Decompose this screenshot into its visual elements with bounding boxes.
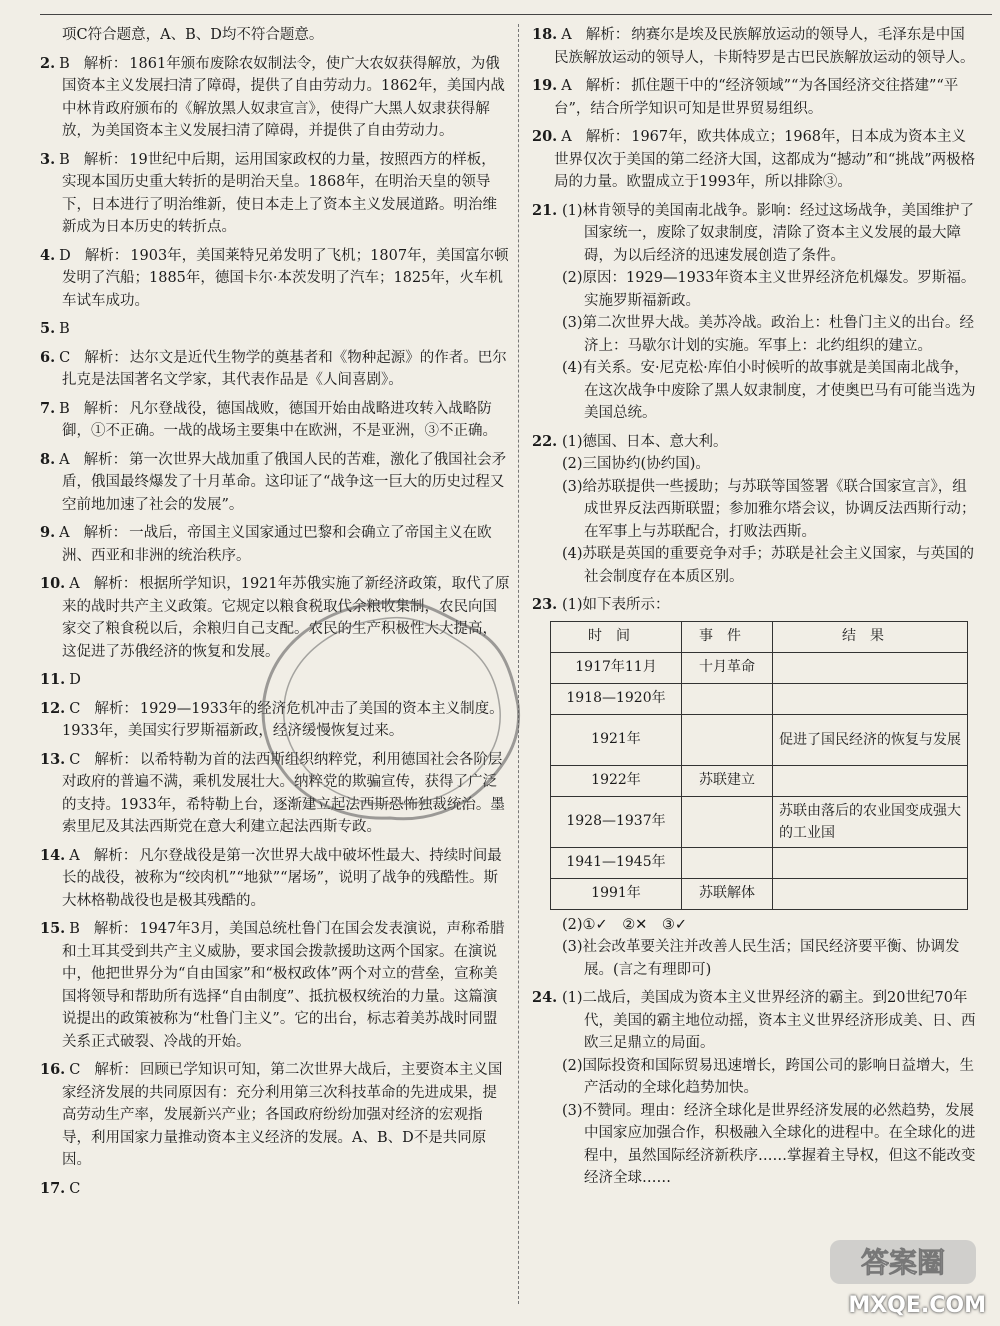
answer-table bbox=[550, 621, 968, 910]
question-number: 24. bbox=[532, 989, 558, 1006]
table-cell-time: 1941—1945年 bbox=[551, 847, 682, 878]
question-number: 9. bbox=[40, 524, 56, 541]
answer-letter: A bbox=[59, 451, 70, 468]
table-cell-time: 1918—1920年 bbox=[551, 683, 682, 714]
sub-answer: (1)德国、日本、意大利。 bbox=[562, 433, 728, 450]
question-24 bbox=[532, 987, 978, 1190]
question-number: 14. bbox=[40, 846, 66, 864]
table-cell-event bbox=[682, 847, 773, 878]
question-number: 2. bbox=[40, 54, 56, 72]
question-item bbox=[40, 53, 510, 143]
analysis-label: 解析： bbox=[83, 151, 128, 168]
question-item bbox=[40, 1178, 510, 1201]
analysis-label: 解析： bbox=[94, 751, 138, 768]
sub-answer: (3)给苏联提供一些援助；与苏联等国签署《联合国家宣言》，组成世界反法西斯联盟；参加雅尔塔会议，协调反法西斯行动；在军事上与苏联配合，打败法西斯。 bbox=[562, 478, 976, 540]
table-cell-result bbox=[773, 652, 968, 683]
table-cell-time: 1917年11月 bbox=[551, 652, 682, 683]
table-cell-time: 1991年 bbox=[551, 878, 682, 909]
question-number: 5. bbox=[40, 320, 56, 337]
sub-answer: (1)林肯领导的美国南北战争。影响：经过这场战争，美国维护了国家统一，废除了奴隶制度，清除了资本主义发展的最大障碍，为以后经济的迅速发展创造了条件。 bbox=[562, 202, 975, 264]
question-item bbox=[532, 75, 978, 120]
question-item bbox=[40, 318, 510, 341]
question-item bbox=[40, 573, 510, 663]
question-number: 17. bbox=[40, 1179, 66, 1197]
question-number: 12. bbox=[40, 699, 66, 717]
question-number: 18. bbox=[532, 26, 558, 43]
analysis-text: 1967年，欧共体成立；1968年，日本成为资本主义世界仅次于美国的第二经济大国，这都成为“撼动”和“挑战”两极格局的力量。欧盟成立于1993年，所以排除③。 bbox=[554, 129, 976, 190]
sub-answer: (1)二战后，美国成为资本主义世界经济的霸主。到20世纪70年代，美国的霸主地位动摇，资本主义世界经济形成美、日、西欧三足鼎立的局面。 bbox=[562, 990, 976, 1051]
analysis-text: 1947年3月，美国总统杜鲁门在国会发表演说，声称希腊和土耳其受到共产主义威胁，要求国会拨款援助这两个国家。在演说中，他把世界分为“自由国家”和“极权政体”两个对立的营垒，宣称美国将领导和帮助所有选择“自由制度”、抵抗极权统治的力量。这篇演说提出的政策被称为“杜鲁门主义”。它的出台，标志着美苏战时同盟关系正式破裂、冷战的开始。 bbox=[62, 921, 505, 1050]
table-cell-time: 1922年 bbox=[551, 765, 682, 796]
table-row bbox=[551, 683, 968, 714]
analysis-text: 1903年，美国莱特兄弟发明了飞机；1807年，美国富尔顿发明了汽船；1885年，德国卡尔·本茨发明了汽车；1825年，火车机车试车成功。 bbox=[62, 247, 509, 309]
analysis-label: 解析： bbox=[84, 247, 129, 264]
table-cell-event bbox=[682, 683, 773, 714]
analysis-label: 解析： bbox=[94, 700, 138, 717]
q23-intro: (1)如下表所示： bbox=[562, 597, 670, 613]
table-cell-result bbox=[773, 847, 968, 878]
top-rule bbox=[40, 14, 992, 15]
question-item bbox=[40, 698, 510, 743]
table-cell-event bbox=[682, 796, 773, 847]
analysis-label: 解析： bbox=[83, 400, 128, 417]
table-cell-event: 苏联建立 bbox=[682, 765, 773, 796]
question-number: 8. bbox=[40, 450, 56, 468]
table-row bbox=[551, 796, 968, 847]
question-item bbox=[40, 347, 510, 392]
analysis-text: 项C符合题意，A、B、D均不符合题意。 bbox=[62, 27, 324, 43]
answer-letter: A bbox=[69, 576, 80, 592]
table-cell-result: 促进了国民经济的恢复与发展 bbox=[773, 714, 968, 765]
table-row bbox=[551, 652, 968, 683]
question-number: 6. bbox=[40, 348, 56, 366]
q22-subitems bbox=[532, 431, 978, 589]
table-row bbox=[551, 714, 968, 765]
analysis-text: 1861年颁布废除农奴制法令，使广大农奴获得解放，为俄国资本主义发展扫清了障碍，提供了自由劳动力。1862年，美国内战中林肯政府颁布的《解放黑人奴隶宣言》，使得广大黑人奴隶获得解放，为美国资本主义发展扫清了障碍，并提供了自由劳动力。 bbox=[62, 55, 505, 139]
analysis-label: 解析： bbox=[84, 349, 128, 366]
question-item bbox=[532, 126, 978, 194]
q21-subitems bbox=[532, 200, 978, 425]
table-cell-time: 1921年 bbox=[551, 714, 682, 765]
answer-letter: B bbox=[69, 921, 80, 937]
answer-letter: B bbox=[59, 151, 70, 168]
sub-answer: (2)①✓ ②✕ ③✓ bbox=[562, 916, 687, 933]
table-header-time: 时间 bbox=[551, 621, 682, 652]
analysis-text: 1929—1933年的经济危机冲击了美国的资本主义制度。1933年，美国实行罗斯福新政，经济缓慢恢复过来。 bbox=[62, 700, 504, 739]
answer-letter: C bbox=[69, 700, 81, 717]
question-number: 16. bbox=[40, 1061, 66, 1078]
question-number: 3. bbox=[40, 150, 56, 168]
analysis-text: 第一次世界大战加重了俄国人民的苦难，激化了俄国社会矛盾，俄国最终爆发了十月革命。这印证了“战争这一巨大的历史过程又空前地加速了社会的发展”。 bbox=[62, 451, 507, 513]
watermark-site: MXQE.COM bbox=[848, 1293, 986, 1318]
answer-letter: C bbox=[59, 349, 71, 366]
analysis-label: 解析： bbox=[83, 451, 128, 468]
question-number: 4. bbox=[40, 246, 56, 264]
answer-letter: B bbox=[59, 321, 70, 337]
question-number: 22. bbox=[532, 432, 558, 450]
answer-letter: D bbox=[59, 247, 71, 264]
answer-letter: B bbox=[59, 400, 70, 417]
table-cell-event: 十月革命 bbox=[682, 652, 773, 683]
analysis-label: 解析： bbox=[585, 78, 630, 94]
analysis-text: 纳赛尔是埃及民族解放运动的领导人，毛泽东是中国民族解放运动的领导人，卡斯特罗是古巴民族解放运动的领导人。 bbox=[554, 27, 975, 66]
analysis-label: 解析： bbox=[94, 1062, 138, 1078]
question-item bbox=[532, 24, 978, 69]
table-cell-time: 1928—1937年 bbox=[551, 796, 682, 847]
analysis-text: 达尔文是近代生物学的奠基者和《物种起源》的作者。巴尔扎克是法国著名文学家，其代表作品是《人间喜剧》。 bbox=[62, 349, 507, 388]
analysis-text: 根据所学知识，1921年苏俄实施了新经济政策，取代了原来的战时共产主义政策。它规定以粮食税取代余粮收集制，农民向国家交了粮食税以后，余粮归自己支配。农民的生产积极性大大提高，这促进了苏俄经济的恢复和发展。 bbox=[62, 576, 510, 660]
table-header-result: 结果 bbox=[773, 621, 968, 652]
analysis-text: 一战后，帝国主义国家通过巴黎和会确立了帝国主义在欧洲、西亚和非洲的统治秩序。 bbox=[62, 525, 492, 564]
analysis-text: 回顾已学知识可知，第二次世界大战后，主要资本主义国家经济发展的共同原因有：充分利用第三次科技革命的先进成果，提高劳动生产率，发展新兴产业；各国政府纷纷加强对经济的宏观指导，利用国家力量推动资本主义经济的发展。A、B、D不是共同原因。 bbox=[62, 1062, 503, 1168]
analysis-label: 解析： bbox=[585, 129, 630, 145]
analysis-text: 凡尔登战役，德国战败，德国开始由战略进攻转入战略防御，①不正确。一战的战场主要集中在欧洲，不是亚洲，③不正确。 bbox=[62, 400, 497, 439]
question-23 bbox=[532, 594, 978, 981]
table-cell-event bbox=[682, 714, 773, 765]
right-top-items bbox=[532, 24, 978, 194]
table-row bbox=[551, 878, 968, 909]
question-item bbox=[40, 398, 510, 443]
sub-answer: (2)原因：1929—1933年资本主义世界经济危机爆发。罗斯福。实施罗斯福新政。 bbox=[562, 270, 976, 309]
question-22 bbox=[532, 431, 978, 589]
sub-answer: (3)不赞同。理由：经济全球化是世界经济发展的必然趋势，发展中国家应加强合作，积极融入全球化的进程中。在全球化的进程中，虽然国际经济新秩序……掌握着主导权，但这不能改变经济全球…… bbox=[562, 1102, 976, 1186]
question-item bbox=[40, 24, 510, 47]
column-divider bbox=[518, 24, 519, 1304]
question-item bbox=[40, 245, 510, 313]
left-column bbox=[40, 24, 510, 1206]
question-item bbox=[40, 669, 510, 692]
answer-letter: A bbox=[561, 78, 572, 94]
analysis-label: 解析： bbox=[93, 576, 138, 592]
table-cell-result: 苏联由落后的农业国变成强大的工业国 bbox=[773, 796, 968, 847]
right-column bbox=[532, 24, 978, 1196]
q23-after bbox=[532, 914, 978, 982]
question-item bbox=[40, 918, 510, 1053]
table-row bbox=[551, 847, 968, 878]
question-21 bbox=[532, 200, 978, 425]
question-number: 20. bbox=[532, 128, 558, 145]
answer-letter: B bbox=[59, 55, 70, 72]
analysis-label: 解析： bbox=[83, 55, 128, 72]
analysis-text: 抓住题干中的“经济领域”“为各国经济交往搭建”“平台”，结合所学知识可知是世界贸易组织。 bbox=[554, 78, 959, 117]
question-item bbox=[40, 149, 510, 239]
answer-letter: C bbox=[69, 1062, 81, 1078]
analysis-text: 19世纪中后期，运用国家政权的力量，按照西方的样板，实现本国历史重大转折的是明治天皇。1868年，在明治天皇的领导下，日本进行了明治维新，使日本走上了资本主义发展道路。明治维新成为日本历史的转折点。 bbox=[62, 151, 497, 235]
answer-letter: A bbox=[561, 129, 572, 145]
sub-answer: (2)国际投资和国际贸易迅速增长，跨国公司的影响日益增大，生产活动的全球化趋势加快。 bbox=[562, 1057, 975, 1096]
question-item bbox=[40, 749, 510, 839]
sub-answer: (4)苏联是英国的重要竞争对手；苏联是社会主义国家，与英国的社会制度存在本质区别。 bbox=[562, 546, 975, 585]
question-number: 11. bbox=[40, 671, 66, 688]
answer-letter: D bbox=[69, 672, 81, 688]
sub-answer: (4)有关系。安·尼克松·库伯小时候听的故事就是美国南北战争，在这次战争中废除了黑人奴隶制度，才使奥巴马有可能当选为美国总统。 bbox=[562, 360, 976, 421]
answer-letter: A bbox=[59, 525, 70, 541]
analysis-label: 解析： bbox=[83, 525, 128, 541]
sub-answer: (3)第二次世界大战。美苏冷战。政治上：杜鲁门主义的出台。经济上：马歇尔计划的实施。军事上：北约组织的建立。 bbox=[562, 315, 975, 354]
sub-answer: (3)社会改革要关注并改善人民生活；国民经济要平衡、协调发展。(言之有理即可) bbox=[562, 939, 960, 978]
question-number: 10. bbox=[40, 575, 66, 592]
analysis-label: 解析： bbox=[585, 27, 630, 43]
table-row bbox=[551, 765, 968, 796]
table-header-event: 事件 bbox=[682, 621, 773, 652]
question-number: 23. bbox=[532, 596, 558, 613]
question-item bbox=[40, 845, 510, 913]
question-number: 13. bbox=[40, 750, 66, 768]
question-item bbox=[40, 449, 510, 517]
question-number: 19. bbox=[532, 77, 558, 94]
question-number: 7. bbox=[40, 399, 56, 417]
answer-letter: A bbox=[69, 847, 80, 864]
table-cell-event: 苏联解体 bbox=[682, 878, 773, 909]
question-item bbox=[40, 522, 510, 567]
answer-letter: C bbox=[69, 751, 81, 768]
q24-subitems bbox=[532, 987, 978, 1190]
table-cell-result bbox=[773, 683, 968, 714]
question-number: 15. bbox=[40, 920, 66, 937]
analysis-text: 以希特勒为首的法西斯组织纳粹党，利用德国社会各阶层对政府的普遍不满，乘机发展壮大。纳粹党的欺骗宣传，获得了广泛的支持。1933年，希特勒上台，逐渐建立起法西斯恐怖独裁统治。墨索里尼及其法西斯党在意大利建立起法西斯专政。 bbox=[62, 751, 505, 835]
analysis-label: 解析： bbox=[93, 921, 138, 937]
watermark-logo bbox=[828, 1234, 978, 1290]
watermark-logo-text: 答案圈 bbox=[860, 1246, 946, 1279]
answer-letter: A bbox=[561, 27, 572, 43]
sub-answer: (2)三国协约(协约国)。 bbox=[562, 456, 710, 472]
table-cell-result bbox=[773, 878, 968, 909]
question-item bbox=[40, 1059, 510, 1172]
answer-letter: C bbox=[69, 1180, 81, 1197]
question-number: 21. bbox=[532, 201, 558, 219]
analysis-label: 解析： bbox=[93, 847, 138, 864]
table-cell-result bbox=[773, 765, 968, 796]
analysis-text: 凡尔登战役是第一次世界大战中破坏性最大、持续时间最长的战役，被称为“绞肉机”“地狱”“屠场”，说明了战争的残酷性。斯大林格勒战役也是极其残酷的。 bbox=[62, 847, 502, 909]
